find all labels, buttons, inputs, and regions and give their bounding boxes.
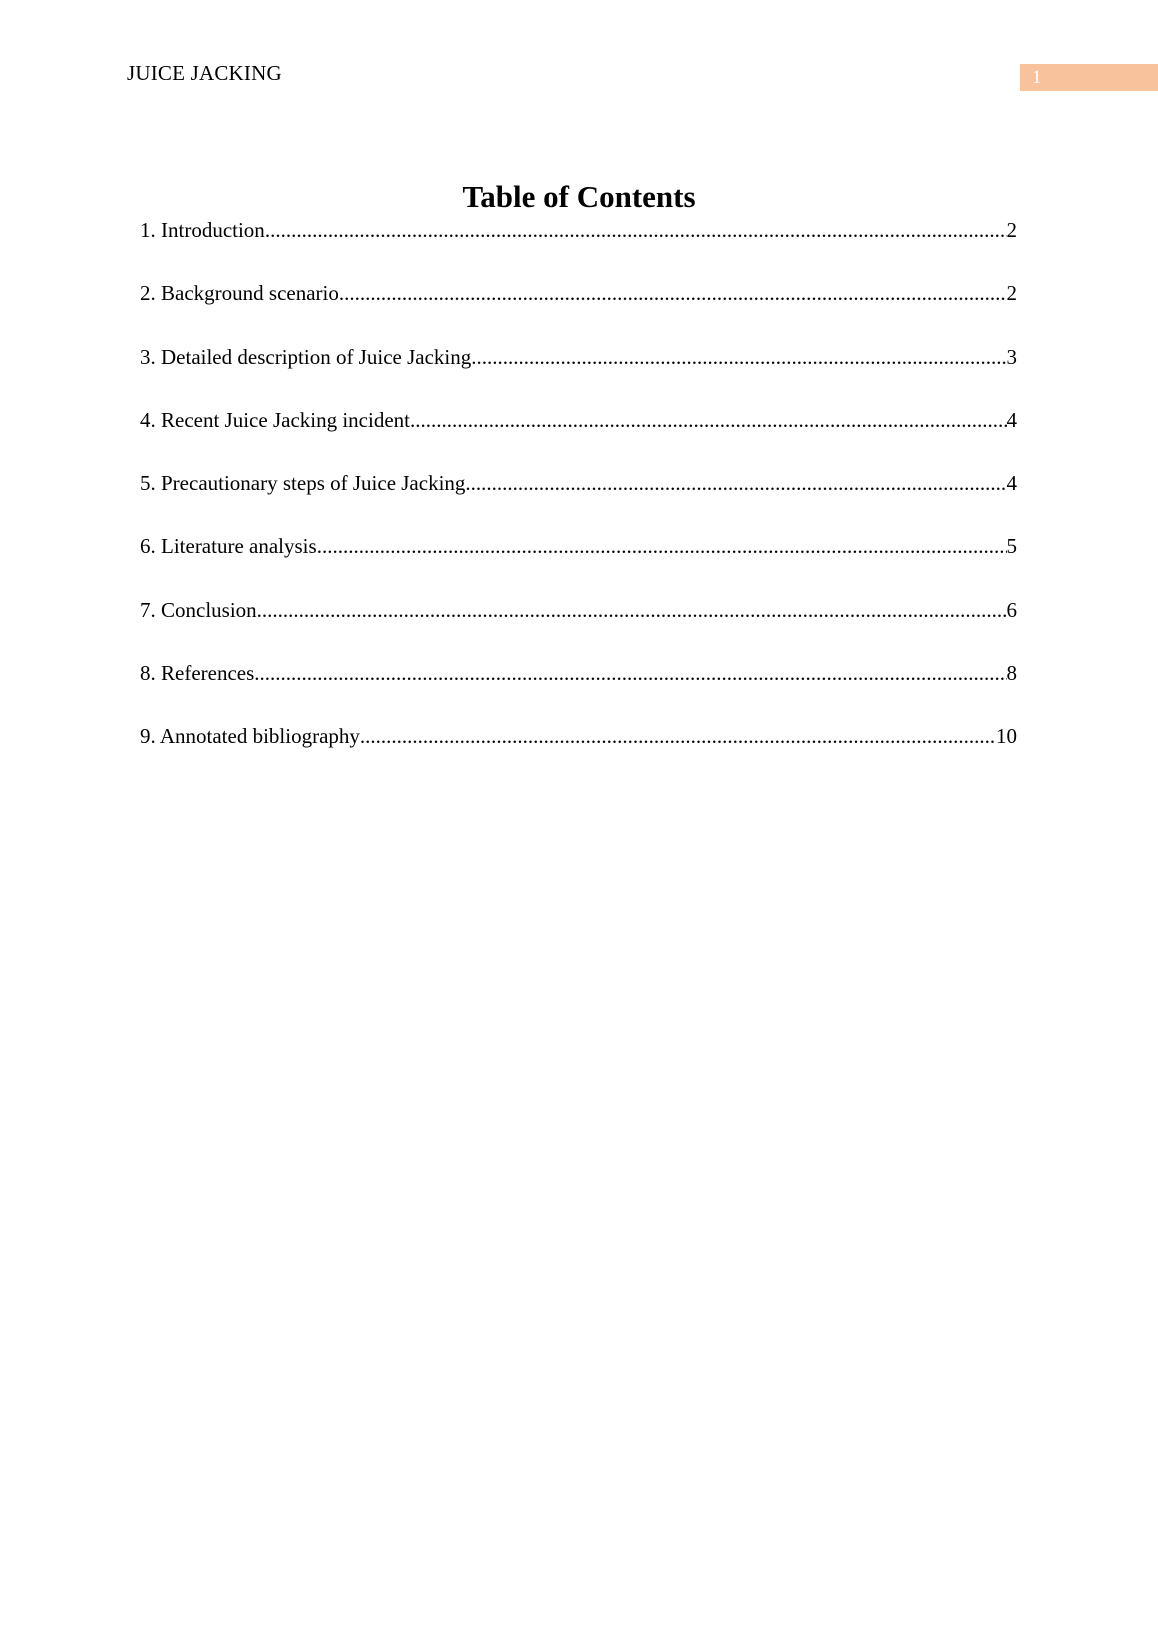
toc-entry-detailed-description[interactable] xyxy=(140,343,1017,406)
toc-entry-label: 8. References xyxy=(140,661,255,686)
toc-entry-annotated-bibliography[interactable] xyxy=(140,722,1017,785)
toc-entry-label: 7. Conclusion xyxy=(140,597,257,622)
toc-entry-label: 1. Introduction xyxy=(140,218,265,242)
toc-entry-page: 5 xyxy=(1006,534,1017,559)
toc-dot-leader xyxy=(254,659,1006,687)
toc-entry-conclusion[interactable] xyxy=(140,596,1017,659)
toc-entry-page: 2 xyxy=(1006,218,1017,242)
toc-entry-recent-incident[interactable] xyxy=(140,406,1017,469)
toc-entry-label: 5. Precautionary steps of Juice Jacking xyxy=(140,471,466,496)
page-number-badge: 1 xyxy=(1020,64,1158,91)
toc-entry-page: 8 xyxy=(1006,661,1017,686)
toc-entry-page: 10 xyxy=(996,724,1017,749)
toc-entry-page: 4 xyxy=(1006,407,1017,432)
toc-entry-references[interactable] xyxy=(140,659,1017,722)
toc-dot-leader xyxy=(410,406,1007,434)
table-of-contents xyxy=(140,216,1017,786)
toc-entry-page: 3 xyxy=(1006,344,1017,369)
toc-entry-label: 6. Literature analysis xyxy=(140,534,317,559)
toc-entry-page: 4 xyxy=(1006,471,1017,496)
toc-entry-background-scenario[interactable] xyxy=(140,279,1017,342)
toc-heading: Table of Contents xyxy=(462,179,696,214)
toc-entry-label: 4. Recent Juice Jacking incident xyxy=(140,407,410,432)
toc-dot-leader xyxy=(257,596,1007,624)
toc-entry-page: 2 xyxy=(1006,281,1017,306)
toc-entry-page: 6 xyxy=(1006,597,1017,622)
toc-dot-leader xyxy=(339,279,1007,307)
toc-entry-introduction[interactable] xyxy=(140,216,1017,279)
toc-dot-leader xyxy=(471,343,1006,371)
toc-dot-leader xyxy=(265,216,1007,244)
toc-dot-leader xyxy=(360,722,996,750)
toc-dot-leader xyxy=(465,469,1006,497)
toc-entry-label: 9. Annotated bibliography xyxy=(140,724,360,749)
toc-dot-leader xyxy=(317,532,1007,560)
toc-entry-literature-analysis[interactable] xyxy=(140,532,1017,595)
toc-entry-label: 3. Detailed description of Juice Jacking xyxy=(140,344,472,369)
toc-entry-label: 2. Background scenario xyxy=(140,281,339,306)
toc-entry-precautionary-steps[interactable] xyxy=(140,469,1017,532)
running-header-title: JUICE JACKING xyxy=(127,61,282,85)
